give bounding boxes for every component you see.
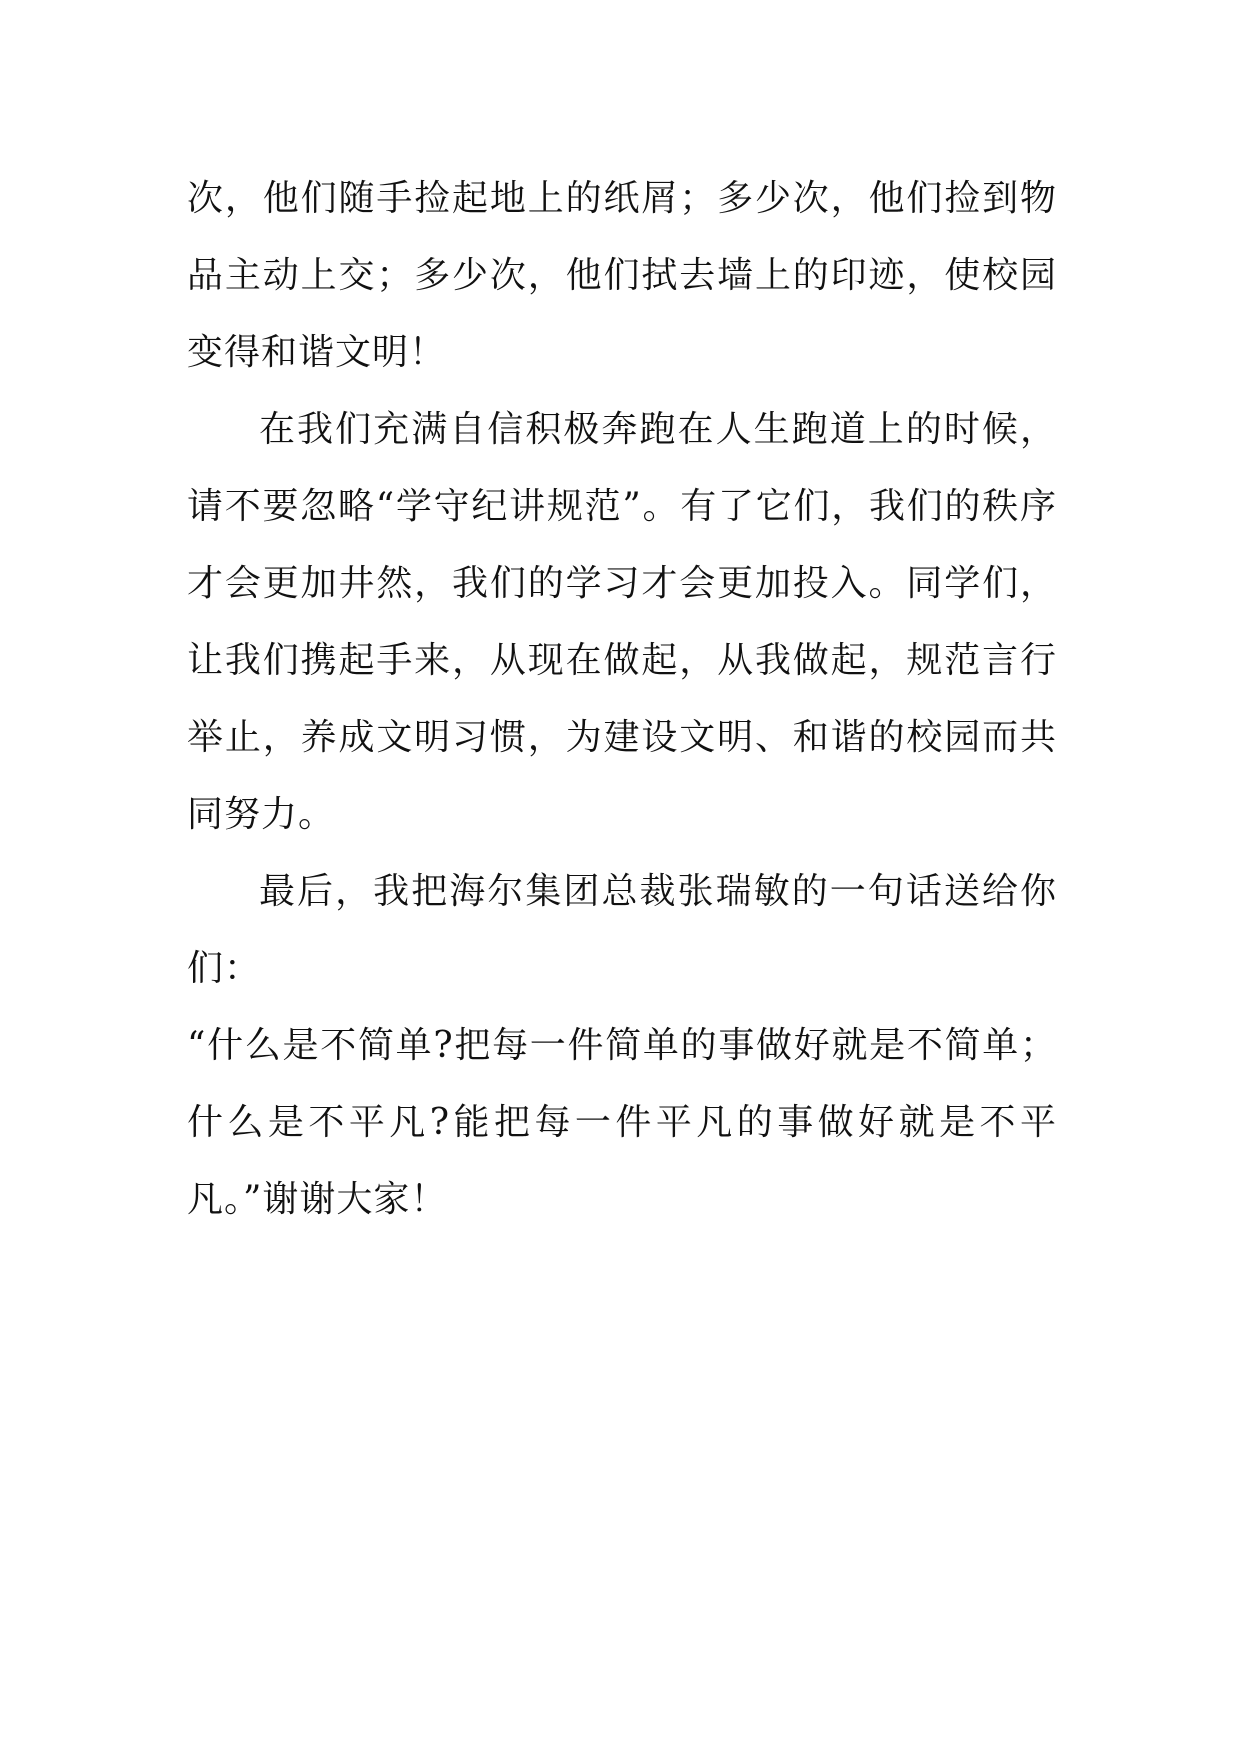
paragraph-closing-quote: “什么是不简单?把每一件简单的事做好就是不简单；什么是不平凡?能把每一件平凡的事做好就是不平凡。”谢谢大家！ bbox=[187, 1025, 1057, 1220]
paragraph-appeal: 在我们充满自信积极奔跑在人生跑道上的时候，请不要忽略“学守纪讲规范”。有了它们，我们的秩序才会更加井然，我们的学习才会更加投入。同学们，让我们携起手来，从现在做起，从我做起，规范言行举止，养成文明习惯，为建设文明、和谐的校园而共同努力。 bbox=[187, 409, 1057, 835]
document-body bbox=[187, 160, 1057, 1238]
paragraph-continuation: 次，他们随手捡起地上的纸屑；多少次，他们捡到物品主动上交；多少次，他们拭去墙上的印迹，使校园变得和谐文明！ bbox=[187, 178, 1057, 373]
paragraph-closing-intro: 最后，我把海尔集团总裁张瑞敏的一句话送给你们： bbox=[187, 871, 1057, 989]
